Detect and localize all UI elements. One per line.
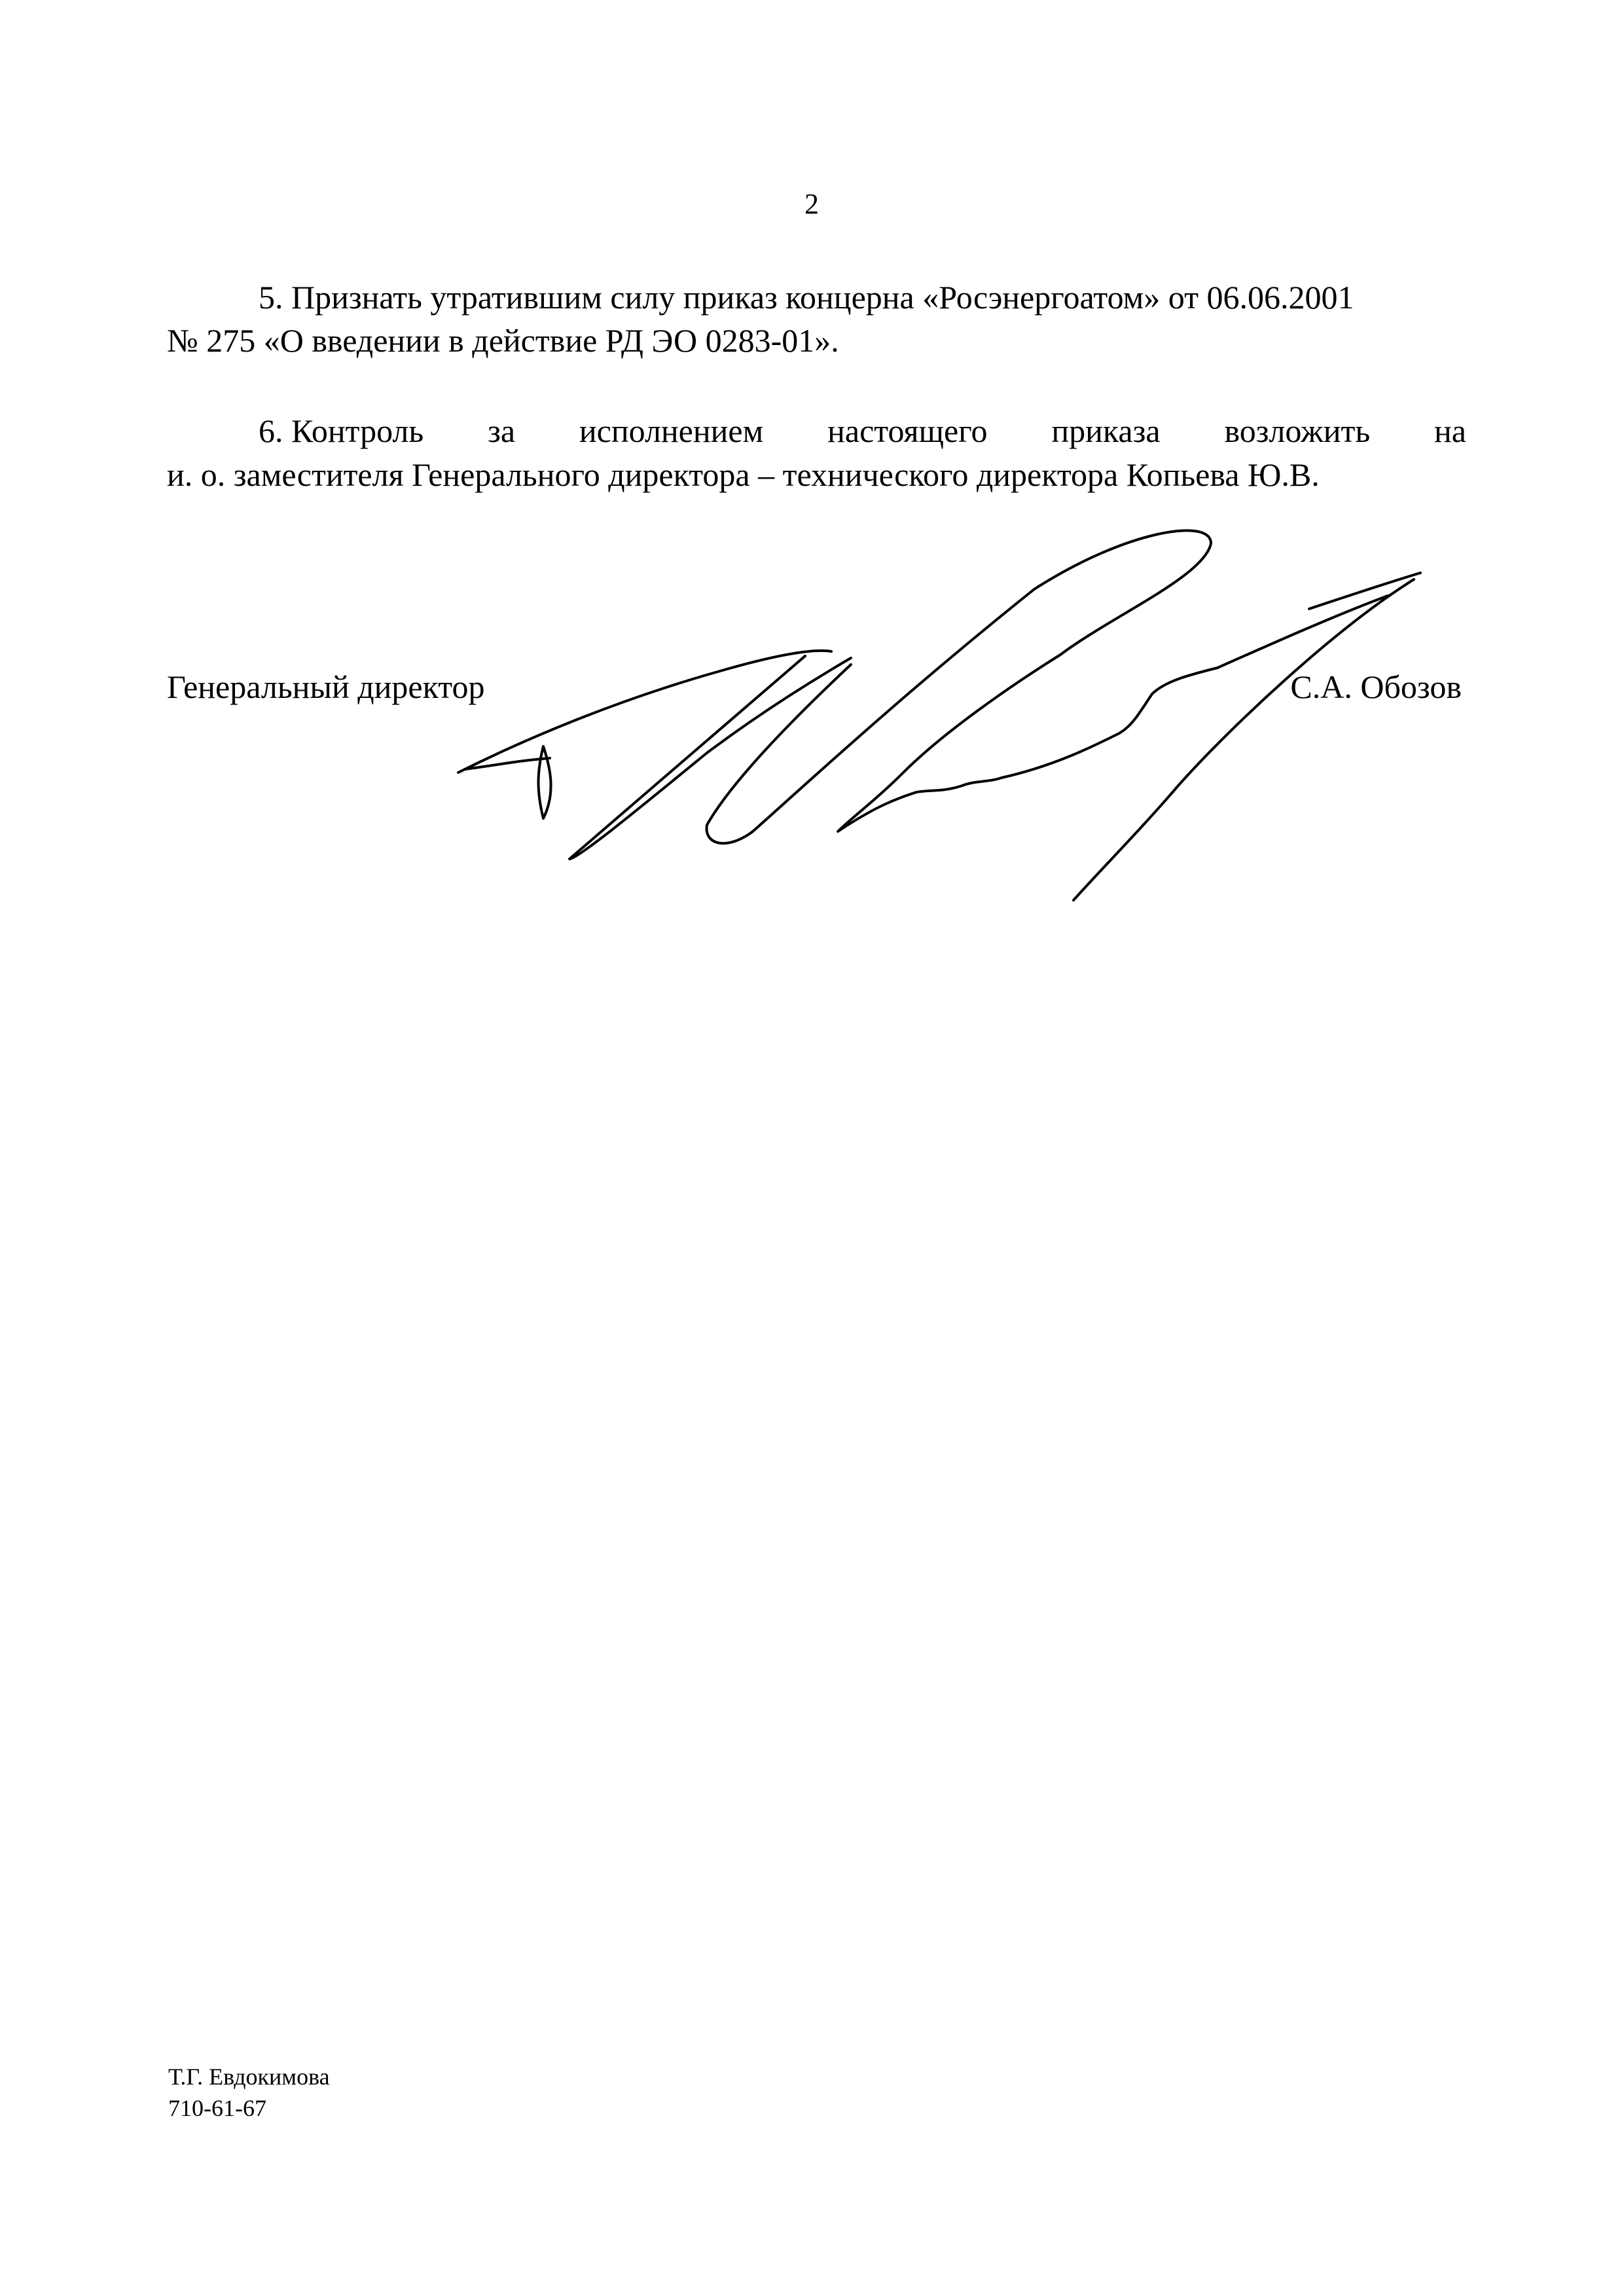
item-5-line-1: 5. Признать утратившим силу приказ концерна «Росэнергоатом» от 06.06.2001 (259, 279, 1354, 316)
position-title: Генеральный директор (167, 668, 485, 705)
executor-name: Т.Г. Евдокимова (168, 2064, 330, 2090)
item-6-word: исполнением (579, 412, 764, 449)
item-6-word: за (488, 412, 516, 449)
item-6-word: настоящего (827, 412, 988, 449)
item-6-line-2: и. о. заместителя Генерального директора – технического директора Копьева Ю.В. (167, 456, 1320, 493)
item-6-line-1 (259, 410, 1466, 452)
handwritten-signature (445, 517, 1440, 923)
page-number: 2 (804, 188, 819, 220)
item-6-word: 6. Контроль (259, 412, 424, 449)
item-5-line-2: № 275 «О введении в действие РД ЭО 0283-01». (167, 322, 839, 359)
executor-phone: 710-61-67 (168, 2095, 266, 2121)
item-6-word: возложить (1224, 412, 1371, 449)
signatory-name: С.А. Обозов (1290, 668, 1462, 705)
item-6-word: приказа (1051, 412, 1161, 449)
item-6-word: на (1434, 412, 1466, 449)
